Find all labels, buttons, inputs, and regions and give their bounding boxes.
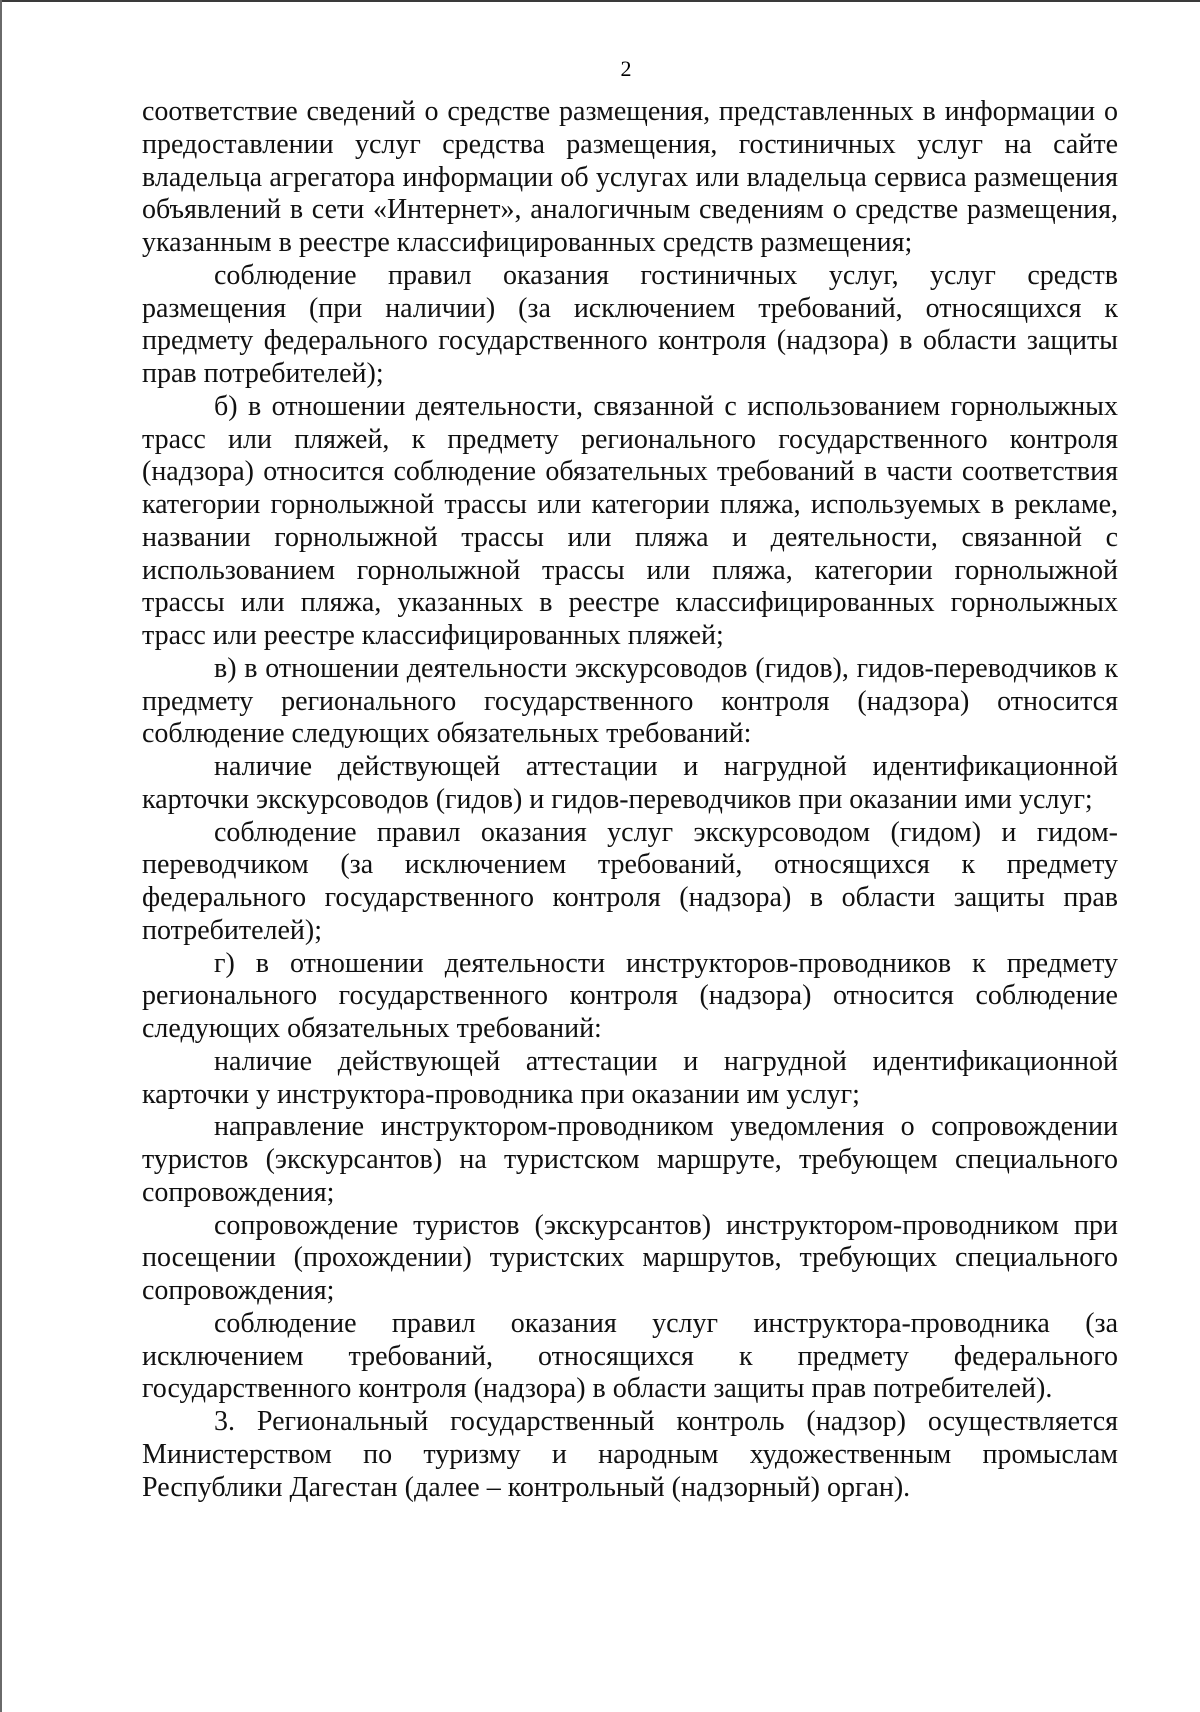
scan-top-edge [0, 0, 1200, 2]
paragraph: в) в отношении деятельности экскурсоводов (гидов), гидов-переводчиков к предмету регионального государственного контроля (надзора) относится соблюдение следующих обязательных требований: [142, 652, 1118, 750]
paragraph: г) в отношении деятельности инструкторов-проводников к предмету регионального государственного контроля (надзора) относится соблюдение следующих обязательных требований: [142, 947, 1118, 1044]
paragraph: 3. Региональный государственный контроль (надзор) осуществляется Министерством по туризму и народным художественным промыслам Республики Дагестан (далее – контрольный (надзорный) орган). [142, 1406, 1118, 1503]
paragraph: направление инструктором-проводником уведомления о сопровождении туристов (экскурсантов) на туристском маршруте, требующем специального сопровождения; [142, 1111, 1118, 1208]
document-body [142, 96, 1118, 1504]
paragraph: соблюдение правил оказания услуг экскурсоводом (гидом) и гидом-переводчиком (за исключением требований, относящихся к предмету федерального государственного контроля (надзора) в области защиты прав потребителей); [142, 816, 1118, 946]
paragraph: наличие действующей аттестации и нагрудной идентификационной карточки экскурсоводов (гидов) и гидов-переводчиков при оказании ими услуг; [142, 751, 1118, 815]
paragraph: б) в отношении деятельности, связанной с использованием горнолыжных трасс или пляжей, к предмету регионального государственного контроля (надзора) относится соблюдение обязательных требований в части соответствия категории горнолыжной трассы или категории пляжа, используемых в рекламе, названии горнолыжной трассы или пляжа и деятельности, связанной с использованием горнолыжной трассы или пляжа, категории горнолыжной трассы или пляжа, указанных в реестре классифицированных горнолыжных трасс или реестре классифицированных пляжей; [142, 390, 1118, 651]
paragraph: наличие действующей аттестации и нагрудной идентификационной карточки у инструктора-проводника при оказании им услуг; [142, 1045, 1118, 1110]
paragraph: соблюдение правил оказания гостиничных услуг, услуг средств размещения (при наличии) (за исключением требований, относящихся к предмету федерального государственного контроля (надзора) в области защиты прав потребителей); [142, 259, 1118, 389]
scan-left-edge [0, 0, 2, 1712]
page-number: 2 [620, 56, 632, 81]
paragraph: сопровождение туристов (экскурсантов) инструктором-проводником при посещении (прохождении) туристских маршрутов, требующих специального сопровождения; [142, 1209, 1118, 1306]
paragraph: соответствие сведений о средстве размещения, представленных в информации о предоставлении услуг средства размещения, гостиничных услуг на сайте владельца агрегатора информации об услугах или владельца сервиса размещения объявлений в сети «Интернет», аналогичным сведениям о средстве размещения, указанным в реестре классифицированных средств размещения; [142, 96, 1118, 258]
paragraph: соблюдение правил оказания услуг инструктора-проводника (за исключением требований, относящихся к предмету федерального государственного контроля (надзора) в области защиты прав потребителей). [142, 1307, 1118, 1405]
